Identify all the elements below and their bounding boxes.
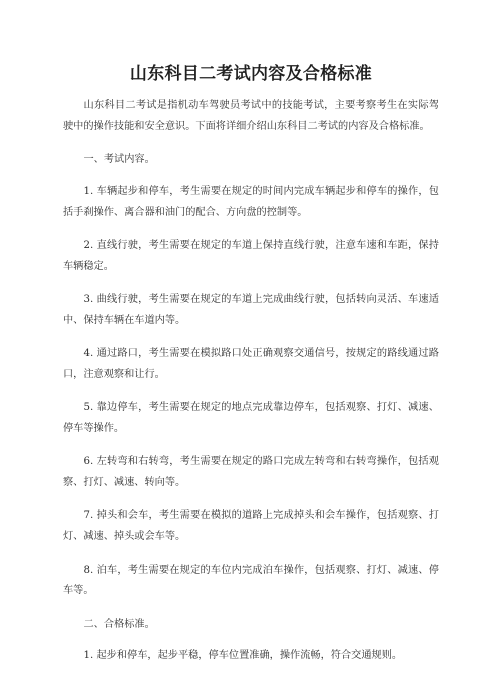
list-item: 1. 起步和停车，起步平稳，停车位置准确，操作流畅，符合交通规则。 (83, 650, 403, 662)
list-item: 2. 直线行驶，考生需要在规定的车道上保持直线行驶，注意车速和车距，保持车辆稳定。 (63, 239, 439, 272)
list-item: 3. 曲线行驶，考生需要在规定的车道上完成曲线行驶，包括转向灵活、车速适中、保持车辆在车道内等。 (63, 294, 439, 326)
list-item: 6. 左转弯和右转弯，考生需要在规定的路口完成左转弯和右转弯操作，包括观察、打灯、减速、转向等。 (63, 456, 439, 489)
section-heading-pass-standard: 二、合格标准。 (83, 618, 155, 630)
document-title: 山东科目二考试内容及合格标准 (129, 64, 373, 84)
list-item: 4. 通过路口，考生需要在模拟路口处正确观察交通信号，按规定的路线通过路口，注意观察和让行。 (63, 348, 439, 380)
section-heading-exam-content: 一、考试内容。 (83, 154, 155, 166)
list-item: 7. 掉头和会车，考生需要在模拟的道路上完成掉头和会车操作，包括观察、打灯、减速、掉头或会车等。 (63, 510, 439, 543)
list-item: 1. 车辆起步和停车，考生需要在规定的时间内完成车辆起步和停车的操作，包括手刹操作、离合器和油门的配合、方向盘的控制等。 (63, 185, 439, 218)
document-body (63, 96, 439, 680)
list-item: 5. 靠边停车，考生需要在规定的地点完成靠边停车，包括观察、打灯、减速、停车等操作。 (63, 402, 439, 435)
list-item: 8. 泊车，考生需要在规定的车位内完成泊车操作，包括观察、打灯、减速、停车等。 (63, 564, 439, 597)
intro-paragraph: 山东科目二考试是指机动车驾驶员考试中的技能考试，主要考察考生在实际驾驶中的操作技能和安全意识。下面将详细介绍山东科目二考试的内容及合格标准。 (63, 100, 439, 132)
